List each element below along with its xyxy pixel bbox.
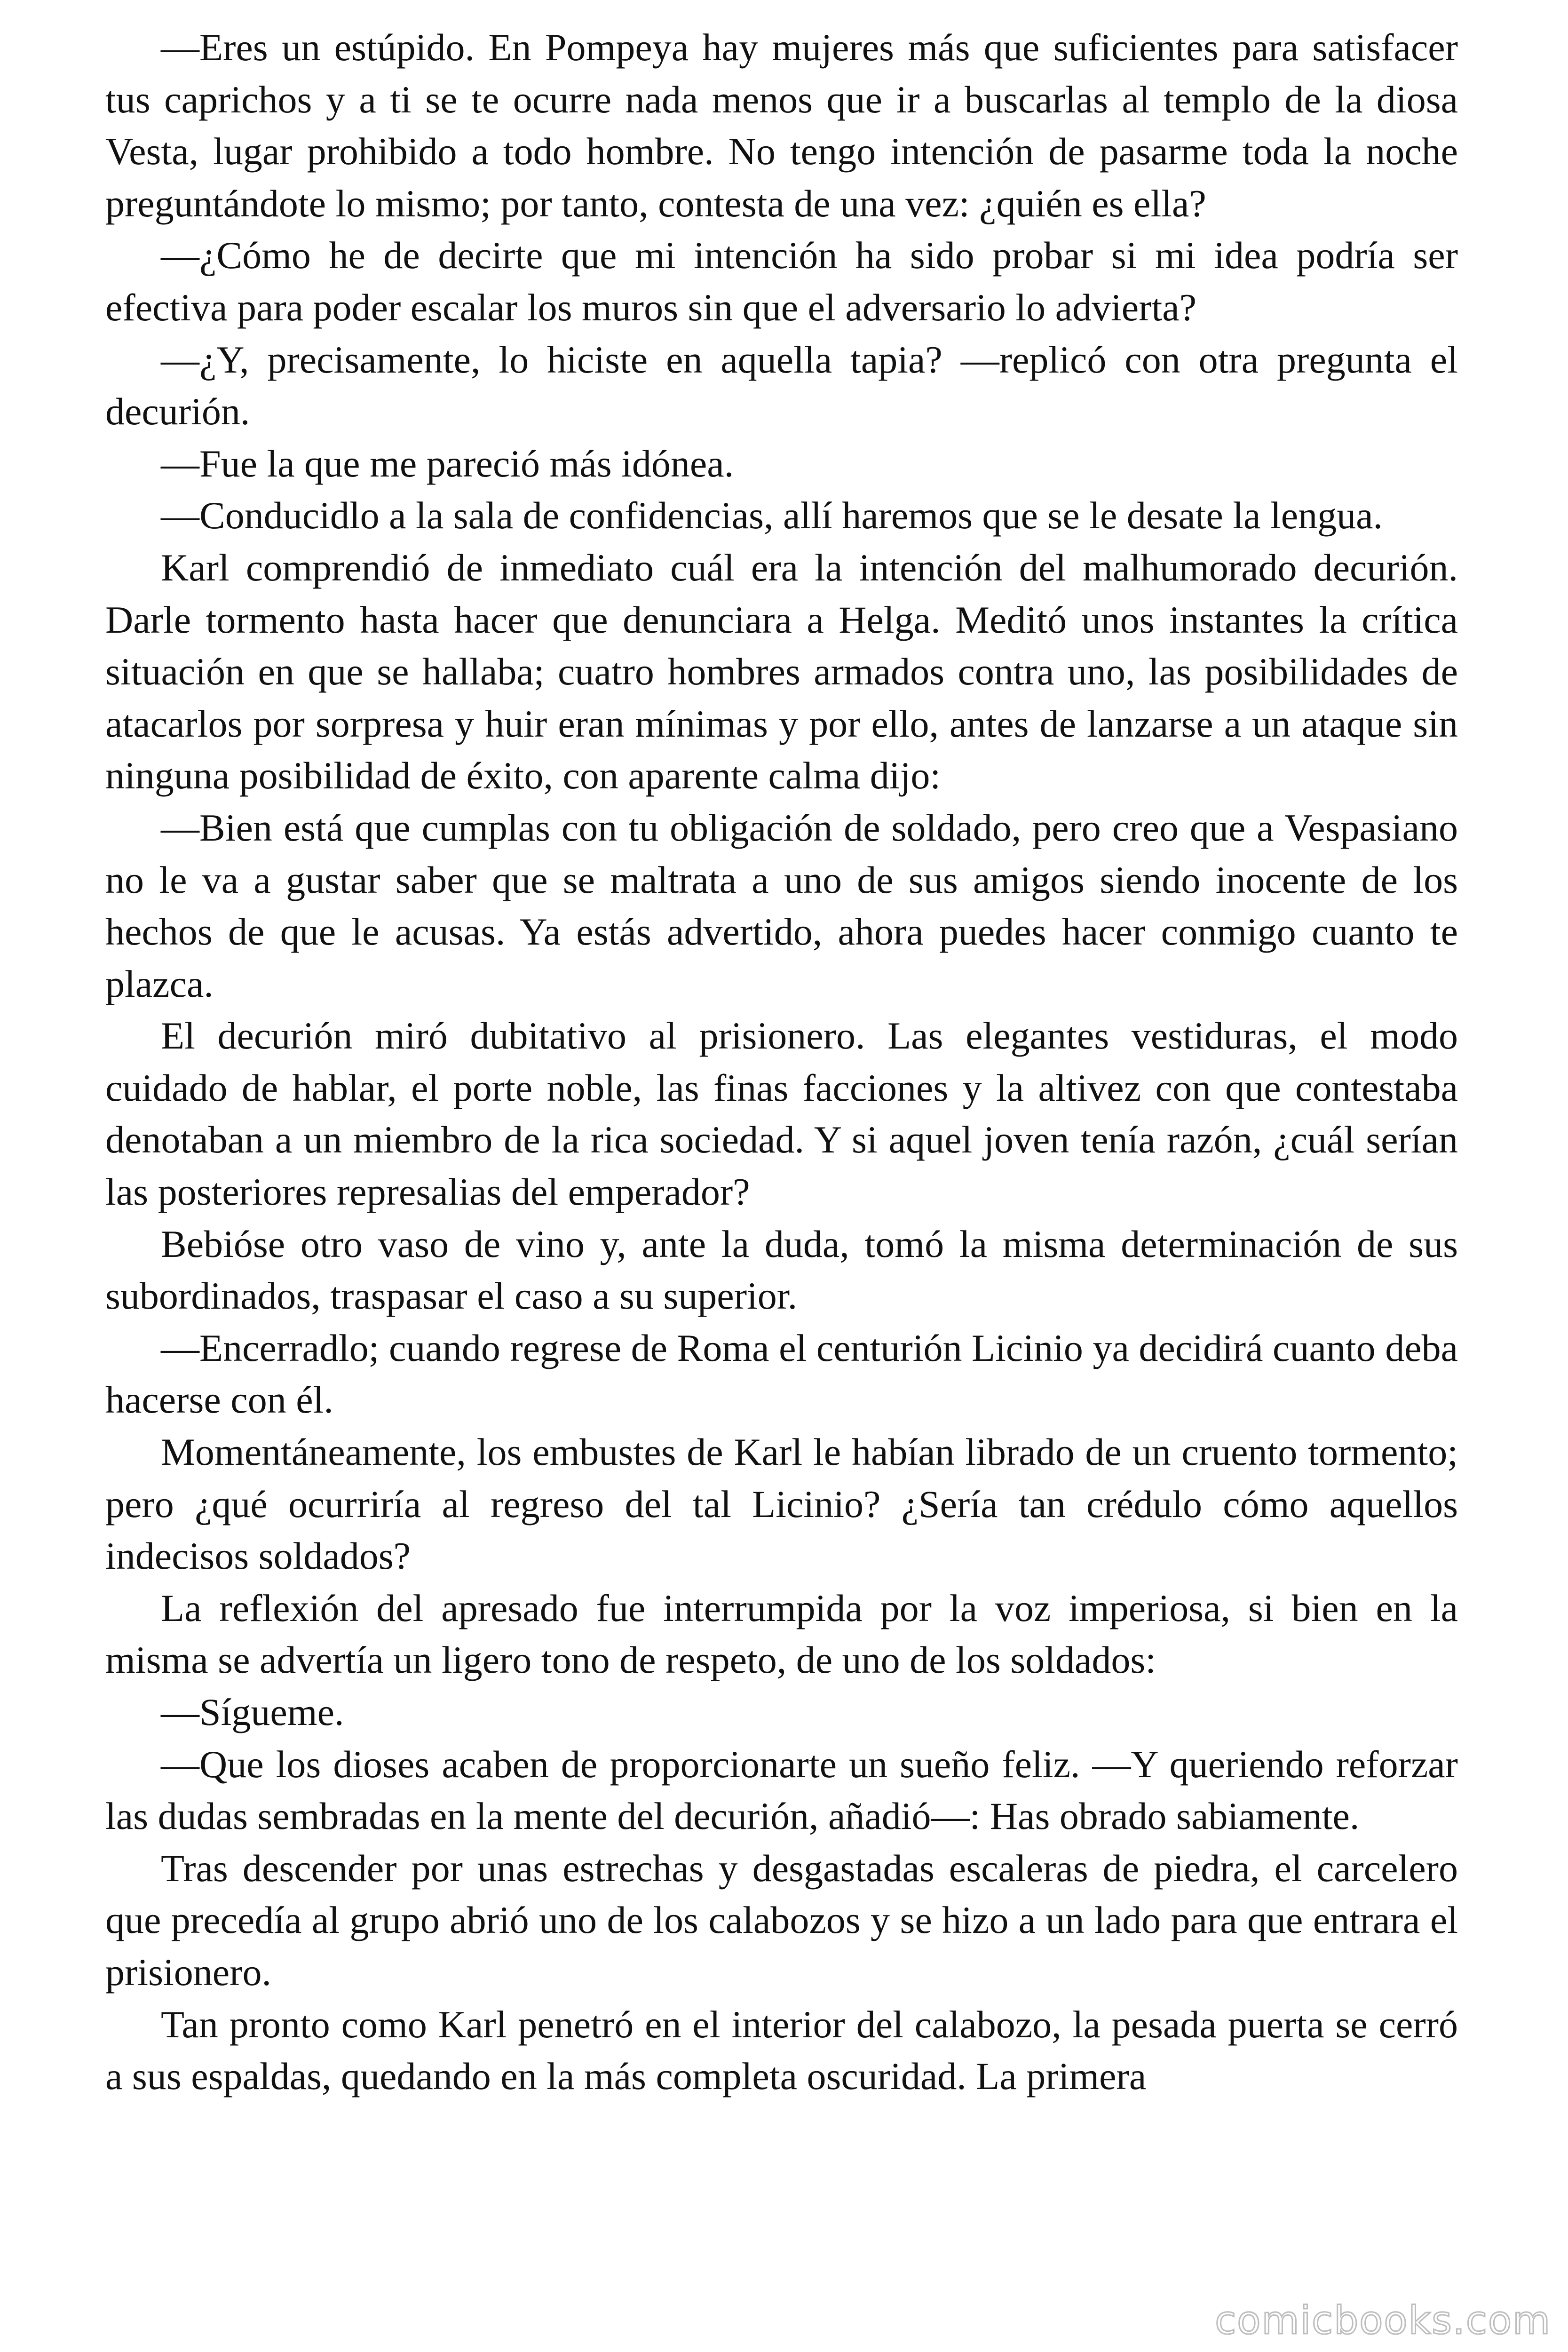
paragraph: La reflexión del apresado fue interrumpida por la voz imperiosa, si bien en la misma se advertía un ligero tono de respeto, de uno de los soldados:: [105, 1586, 1458, 1682]
paragraph: —¿Cómo he de decirte que mi intención ha sido probar si mi idea podría ser efectiva para poder escalar los muros sin que el adversario lo advierta?: [105, 234, 1458, 329]
body-text: [105, 22, 1458, 2103]
paragraph: Karl comprendió de inmediato cuál era la intención del malhumorado decurión. Darle tormento hasta hacer que denunciara a Helga. Meditó unos instantes la crítica situación en que se hallaba; cuatro hombres armados contra uno, las posibilidades de atacarlos por sorpresa y huir eran mínimas y por ello, antes de lanzarse a un ataque sin ninguna posibilidad de éxito, con aparente calma dijo:: [105, 546, 1458, 797]
paragraph: Tras descender por unas estrechas y desgastadas escaleras de piedra, el carcelero que precedía al grupo abrió uno de los calabozos y se hizo a un lado para que entrara el prisionero.: [105, 1846, 1458, 1994]
paragraph: —Sígueme.: [161, 1691, 344, 1733]
paragraph: —Fue la que me pareció más idónea.: [161, 442, 734, 485]
paragraph: El decurión miró dubitativo al prisionero. Las elegantes vestiduras, el modo cuidado de hablar, el porte noble, las finas facciones y la altivez con que contestaba denotaban a un miembro de la rica sociedad. Y si aquel joven tenía razón, ¿cuál serían las posteriores represalias del emperador?: [105, 1014, 1458, 1214]
paragraph: —Conducidlo a la sala de confidencias, allí haremos que se le desate la lengua.: [161, 494, 1383, 537]
paragraph: —Eres un estúpido. En Pompeya hay mujeres más que suficientes para satisfacer tus caprichos y a ti se te ocurre nada menos que ir a buscarlas al templo de la diosa Vesta, lugar prohibido a todo hombre. No tengo intención de pasarme toda la noche preguntándote lo mismo; por tanto, contesta de una vez: ¿quién es ella?: [105, 26, 1458, 225]
paragraph: —¿Y, precisamente, lo hiciste en aquella tapia? —replicó con otra pregunta el decurión.: [105, 338, 1458, 433]
paragraph: —Que los dioses acaben de proporcionarte un sueño feliz. —Y queriendo reforzar las dudas sembradas en la mente del decurión, añadió—: Has obrado sabiamente.: [105, 1742, 1458, 1838]
paragraph: —Bien está que cumplas con tu obligación de soldado, pero creo que a Vespasiano no le va a gustar saber que se maltrata a uno de sus amigos siendo inocente de los hechos de que le acusas. Ya estás advertido, ahora puedes hacer conmigo cuanto te plazca.: [105, 806, 1458, 1005]
paragraph: —Encerradlo; cuando regrese de Roma el centurión Licinio ya decidirá cuanto deba hacerse con él.: [105, 1326, 1458, 1422]
watermark: comicbooks.com: [1215, 2298, 1551, 2343]
paragraph: Tan pronto como Karl penetró en el interior del calabozo, la pesada puerta se cerró a sus espaldas, quedando en la más completa oscuridad. La primera: [105, 2002, 1458, 2098]
paragraph: Bebióse otro vaso de vino y, ante la duda, tomó la misma determinación de sus subordinados, traspasar el caso a su superior.: [105, 1222, 1458, 1318]
paragraph: Momentáneamente, los embustes de Karl le habían librado de un cruento tormento; pero ¿qué ocurriría al regreso del tal Licinio? ¿Sería tan crédulo cómo aquellos indecisos soldados?: [105, 1430, 1458, 1578]
